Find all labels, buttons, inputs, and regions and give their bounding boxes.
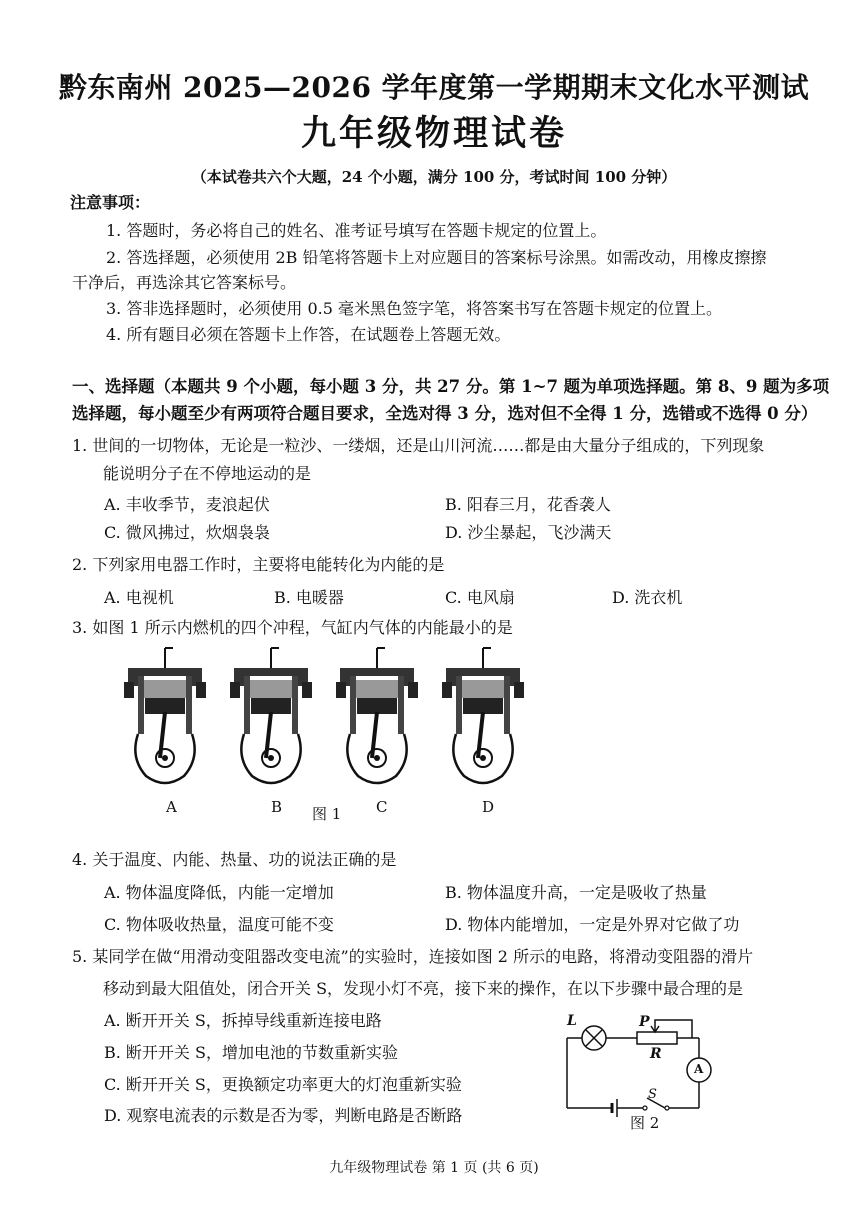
figure-2-caption: 图 2 [630,1114,660,1132]
section-heading-cont: 选择题，每小题至少有两项符合题目要求，全选对得 3 分，选对但不全得 1 分，选错或不选得 0 分） [72,404,818,423]
exam-title-line1: 黔东南州 2025—2026 学年度第一学期期末文化水平测试 [58,71,810,104]
question-4-stem: 4. 关于温度、内能、热量、功的说法正确的是 [72,850,397,869]
circuit-label-resistor: R [650,1046,662,1062]
question-5-stem: 5. 某同学在做“用滑动变阻器改变电流”的实验时，连接如图 2 所示的电路，将滑动变阻器的滑片 [72,947,754,966]
question-4-option-c: C. 物体吸收热量，温度可能不变 [104,915,334,934]
question-5-option-b: B. 断开开关 S，增加电池的节数重新实验 [104,1043,398,1062]
question-2-option-c: C. 电风扇 [445,588,515,607]
question-2-option-b: B. 电暖器 [274,588,344,607]
exam-title-line2: 九年级物理试卷 [300,113,567,154]
figure-1-label-d: D [482,798,495,816]
page-footer: 九年级物理试卷 第 1 页 (共 6 页) [329,1160,539,1176]
section-heading: 一、选择题（本题共 9 个小题，每小题 3 分，共 27 分。第 1~7 题为单项选择题。第 8、9 题为多项 [72,377,830,396]
figure-1-label-a: A [166,798,177,816]
question-1-stem-cont: 能说明分子在不停地运动的是 [103,464,312,483]
figure-1-engine-strokes [120,646,540,816]
figure-1-caption: 图 1 [312,805,342,823]
question-4-option-a: A. 物体温度降低，内能一定增加 [104,883,334,902]
notice-item: 3. 答非选择题时，必须使用 0.5 毫米黑色签字笔，将答案书写在答题卡规定的位置上。 [106,299,722,318]
notice-item: 干净后，再选涂其它答案标号。 [72,273,297,292]
notice-item: 1. 答题时，务必将自己的姓名、准考证号填写在答题卡规定的位置上。 [106,221,607,240]
question-2-option-d: D. 洗衣机 [612,588,683,607]
question-2-stem: 2. 下列家用电器工作时，主要将电能转化为内能的是 [72,555,445,574]
circuit-label-switch: S [648,1087,657,1102]
question-5-option-c: C. 断开开关 S，更换额定功率更大的灯泡重新实验 [104,1075,462,1094]
question-4-option-d: D. 物体内能增加，一定是外界对它做了功 [445,915,740,934]
rheostat-symbol [637,1032,677,1044]
figure-1-label-b: B [271,798,283,816]
question-1-option-d: D. 沙尘暴起，飞沙满天 [445,523,612,542]
notice-heading: 注意事项： [70,193,151,212]
exam-subtitle: （本试卷共六个大题，24 个小题，满分 100 分，考试时间 100 分钟） [191,168,677,186]
question-1-option-a: A. 丰收季节，麦浪起伏 [104,495,270,514]
circuit-label-slider: P [639,1014,650,1030]
notice-item: 2. 答选择题，必须使用 2B 铅笔将答题卡上对应题目的答案标号涂黑。如需改动，用橡皮擦擦 [106,248,767,267]
notice-item: 4. 所有题目必须在答题卡上作答，在试题卷上答题无效。 [106,325,511,344]
question-2-option-a: A. 电视机 [104,588,174,607]
circuit-label-ammeter: A [694,1062,704,1076]
question-5-option-a: A. 断开开关 S，拆掉导线重新连接电路 [104,1011,382,1030]
question-5-option-d: D. 观察电流表的示数是否为零，判断电路是否断路 [104,1106,463,1125]
question-4-option-b: B. 物体温度升高，一定是吸收了热量 [445,883,707,902]
question-1-option-c: C. 微风拂过，炊烟袅袅 [104,523,270,542]
question-3-stem: 3. 如图 1 所示内燃机的四个冲程，气缸内气体的内能最小的是 [72,618,513,637]
question-1-stem: 1. 世间的一切物体，无论是一粒沙、一缕烟，还是山川河流……都是由大量分子组成的，下列现象 [72,436,765,455]
circuit-label-lamp: L [567,1013,577,1029]
figure-1-label-c: C [376,798,388,816]
question-5-stem-cont: 移动到最大阻值处，闭合开关 S，发现小灯不亮，接下来的操作，在以下步骤中最合理的是 [103,979,744,998]
question-1-option-b: B. 阳春三月，花香袭人 [445,495,611,514]
